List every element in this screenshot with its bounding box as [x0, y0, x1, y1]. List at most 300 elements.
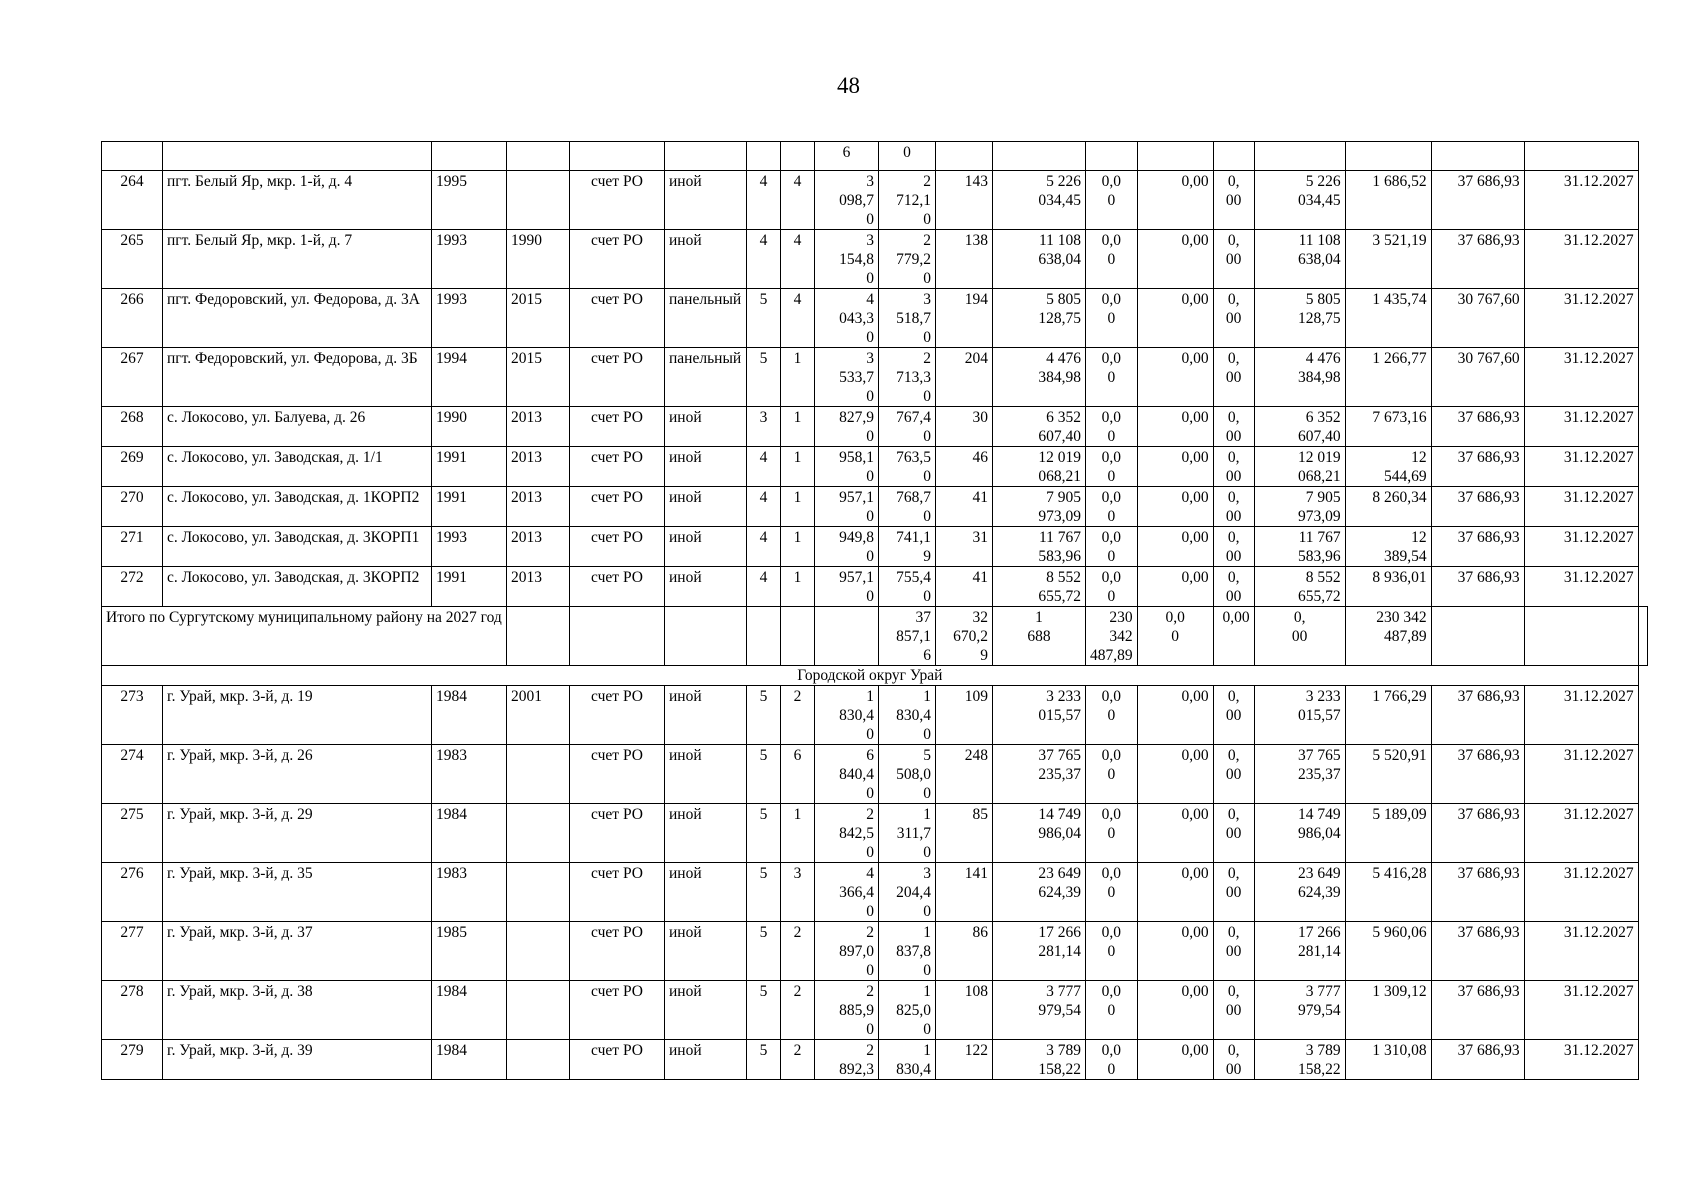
table-cell: 37 686,93: [1431, 171, 1524, 230]
table-cell: счет РО: [570, 527, 665, 567]
table-cell: 6 352 607,40: [1254, 407, 1345, 447]
table-cell: 143: [936, 171, 993, 230]
table-cell: 41: [936, 487, 993, 527]
table-cell: иной: [665, 407, 747, 447]
table-cell: 755,4 0: [879, 567, 936, 607]
table-cell: 0,00: [1137, 407, 1213, 447]
table-cell: [1137, 142, 1213, 171]
table-cell: 37 686,93: [1431, 1040, 1524, 1080]
table-cell: 3 233 015,57: [993, 686, 1086, 745]
table-cell: [507, 142, 570, 171]
table-cell: 3 204,4 0: [879, 863, 936, 922]
table-row: [102, 804, 1648, 863]
table-cell: 31.12.2027: [1524, 171, 1638, 230]
table-cell: 1 266,77: [1345, 348, 1431, 407]
table-cell: [781, 142, 815, 171]
address-cell: с. Локосово, ул. Заводская, д. 1КОРП2: [163, 487, 432, 527]
table-cell: 5 226 034,45: [993, 171, 1086, 230]
table-cell: 0,00: [1137, 348, 1213, 407]
table-cell: 827,9 0: [815, 407, 879, 447]
table-cell: 1 825,0 0: [879, 981, 936, 1040]
table-cell: 0,00: [1137, 922, 1213, 981]
table-cell: 0,00: [1137, 171, 1213, 230]
table-cell: 1993: [432, 289, 507, 348]
table-cell: 2: [781, 922, 815, 981]
table-row: [102, 407, 1648, 447]
table-cell: 1990: [432, 407, 507, 447]
section-row: [102, 666, 1648, 686]
table-cell: 4: [747, 447, 781, 487]
table-cell: иной: [665, 922, 747, 981]
table-cell: 41: [936, 567, 993, 607]
table-cell: 30 767,60: [1431, 348, 1524, 407]
table-cell: 2 713,3 0: [879, 348, 936, 407]
table-cell: 86: [936, 922, 993, 981]
table-cell: счет РО: [570, 804, 665, 863]
table-cell: 1 309,12: [1345, 981, 1431, 1040]
total-cell: 0,00: [1213, 607, 1254, 666]
table-cell: 194: [936, 289, 993, 348]
row-number-cell: 269: [102, 447, 163, 487]
table-cell: 31.12.2027: [1524, 527, 1638, 567]
total-cell: 0,0 0: [1137, 607, 1213, 666]
table-cell: 3 777 979,54: [993, 981, 1086, 1040]
table-cell: 0, 00: [1213, 745, 1254, 804]
table-cell: 17 266 281,14: [1254, 922, 1345, 981]
table-cell: 0,0 0: [1086, 863, 1138, 922]
table-cell: 138: [936, 230, 993, 289]
table-cell: 0, 00: [1213, 230, 1254, 289]
table-cell: 2 779,2 0: [879, 230, 936, 289]
table-section-uray: [102, 666, 1648, 686]
address-cell: г. Урай, мкр. 3-й, д. 29: [163, 804, 432, 863]
table-cell: 37 686,93: [1431, 922, 1524, 981]
table-row: [102, 171, 1648, 230]
table-cell: 31.12.2027: [1524, 686, 1638, 745]
table-cell: [432, 142, 507, 171]
table-cell: [507, 745, 570, 804]
table-cell: 12 019 068,21: [1254, 447, 1345, 487]
row-number-cell: 274: [102, 745, 163, 804]
table-cell: 3 789 158,22: [993, 1040, 1086, 1080]
table-cell: 1: [781, 527, 815, 567]
address-cell: с. Локосово, ул. Заводская, д. 3КОРП2: [163, 567, 432, 607]
table-total-surgut: [102, 607, 1648, 666]
table-cell: 5: [747, 289, 781, 348]
table-cell: 3 533,7 0: [815, 348, 879, 407]
table-cell: 0,0 0: [1086, 230, 1138, 289]
table-cell: иной: [665, 527, 747, 567]
table-cell: 5 508,0 0: [879, 745, 936, 804]
total-cell: [1638, 607, 1647, 666]
total-cell: [665, 607, 747, 666]
table-cell: 1: [781, 447, 815, 487]
table-cell: счет РО: [570, 567, 665, 607]
table-cell: 0, 00: [1213, 487, 1254, 527]
table-cell: 0,0 0: [1086, 289, 1138, 348]
table-cell: 4 476 384,98: [1254, 348, 1345, 407]
table-cell: [665, 142, 747, 171]
table-cell: 6 840,4 0: [815, 745, 879, 804]
table-cell: [936, 142, 993, 171]
table-cell: 4: [781, 289, 815, 348]
table-cell: 7 673,16: [1345, 407, 1431, 447]
table-cell: 1 830,4: [879, 1040, 936, 1080]
table-cell: 4: [747, 171, 781, 230]
page-number: 48: [837, 73, 860, 98]
row-number-cell: 273: [102, 686, 163, 745]
row-number-cell: 278: [102, 981, 163, 1040]
table-cell: 949,8 0: [815, 527, 879, 567]
table-cell: 46: [936, 447, 993, 487]
table-cell: 31.12.2027: [1524, 407, 1638, 447]
table-cell: 12 019 068,21: [993, 447, 1086, 487]
table-cell: 2: [781, 981, 815, 1040]
address-cell: с. Локосово, ул. Балуева, д. 26: [163, 407, 432, 447]
table-cell: 12 544,69: [1345, 447, 1431, 487]
table-cell: 2 897,0 0: [815, 922, 879, 981]
table-cell: 1: [781, 348, 815, 407]
table-cell: 5: [747, 686, 781, 745]
table-cell: 5: [747, 981, 781, 1040]
table-cell: иной: [665, 863, 747, 922]
table-cell: 0,00: [1137, 981, 1213, 1040]
address-cell: г. Урай, мкр. 3-й, д. 39: [163, 1040, 432, 1080]
table-cell: 85: [936, 804, 993, 863]
address-cell: пгт. Белый Яр, мкр. 1-й, д. 7: [163, 230, 432, 289]
table-cell: 7 905 973,09: [993, 487, 1086, 527]
table-cell: 0,00: [1137, 863, 1213, 922]
table-cell: 0,0 0: [1086, 527, 1138, 567]
total-row: [102, 607, 1648, 666]
table-cell: 108: [936, 981, 993, 1040]
table-cell: 5 520,91: [1345, 745, 1431, 804]
table-cell: 31.12.2027: [1524, 922, 1638, 981]
table-cell: 741,1 9: [879, 527, 936, 567]
table-cell: иной: [665, 686, 747, 745]
table-cell: 1991: [432, 447, 507, 487]
table-cell: 31.12.2027: [1524, 863, 1638, 922]
table-cell: 31.12.2027: [1524, 804, 1638, 863]
table-cell: 11 108 638,04: [1254, 230, 1345, 289]
address-cell: с. Локосово, ул. Заводская, д. 3КОРП1: [163, 527, 432, 567]
table-cell: 1 837,8 0: [879, 922, 936, 981]
table-cell: 0,00: [1137, 289, 1213, 348]
table-cell: 0,00: [1137, 487, 1213, 527]
table-cell: 4 476 384,98: [993, 348, 1086, 407]
table-cell: 37 686,93: [1431, 981, 1524, 1040]
table-row: [102, 745, 1648, 804]
table-cell: 122: [936, 1040, 993, 1080]
table-cell: 1 310,08: [1345, 1040, 1431, 1080]
table-cell: 1983: [432, 863, 507, 922]
table-cell: 14 749 986,04: [993, 804, 1086, 863]
table-cell: 37 686,93: [1431, 527, 1524, 567]
total-cell: 230 342 487,89: [1345, 607, 1431, 666]
row-number-cell: 276: [102, 863, 163, 922]
table-cell: 2013: [507, 487, 570, 527]
table-cell: 3 233 015,57: [1254, 686, 1345, 745]
table-cell: 4: [781, 171, 815, 230]
section-title: Городской округ Урай: [102, 666, 1639, 686]
table-cell: 2015: [507, 348, 570, 407]
table-cell: 31.12.2027: [1524, 567, 1638, 607]
table-cell: 1 686,52: [1345, 171, 1431, 230]
table-cell: 5 805 128,75: [1254, 289, 1345, 348]
table-cell: 4: [781, 230, 815, 289]
table-cell: 0, 00: [1213, 922, 1254, 981]
table-cell: 37 686,93: [1431, 407, 1524, 447]
table-cell: 0,00: [1137, 686, 1213, 745]
table-cell: панельный: [665, 348, 747, 407]
table-cell: иной: [665, 567, 747, 607]
table-cell: иной: [665, 487, 747, 527]
table-cell: 0,0 0: [1086, 447, 1138, 487]
housing-repair-table: [101, 141, 1648, 1080]
table-cell: 12 389,54: [1345, 527, 1431, 567]
table-cell: 31.12.2027: [1524, 230, 1638, 289]
table-cell: 2013: [507, 447, 570, 487]
table-cell: счет РО: [570, 348, 665, 407]
table-cell: 0,00: [1137, 1040, 1213, 1080]
table-cell: 2 712,1 0: [879, 171, 936, 230]
table-cell: 37 686,93: [1431, 745, 1524, 804]
table-cell: иной: [665, 447, 747, 487]
table-cell: 0, 00: [1213, 1040, 1254, 1080]
table-cell: 37 686,93: [1431, 686, 1524, 745]
table-cell: 11 108 638,04: [993, 230, 1086, 289]
table-cell: 0,00: [1137, 745, 1213, 804]
table-row: [102, 527, 1648, 567]
address-cell: г. Урай, мкр. 3-й, д. 19: [163, 686, 432, 745]
table-cell: 8 260,34: [1345, 487, 1431, 527]
table-cell: 6 352 607,40: [993, 407, 1086, 447]
table-cell: 1990: [507, 230, 570, 289]
table-cell: 1991: [432, 487, 507, 527]
table-row: [102, 981, 1648, 1040]
table-cell: 0,0 0: [1086, 1040, 1138, 1080]
table-cell: 3 518,7 0: [879, 289, 936, 348]
table-cell: [507, 804, 570, 863]
table-cell: 0, 00: [1213, 407, 1254, 447]
table-cell: [163, 142, 432, 171]
table-cell: [993, 142, 1086, 171]
table-cell: 1993: [432, 230, 507, 289]
table-cell: 8 552 655,72: [993, 567, 1086, 607]
table-cell: 0,0 0: [1086, 487, 1138, 527]
table-cell: 767,4 0: [879, 407, 936, 447]
total-cell: 1 688: [993, 607, 1086, 666]
table-cell: 0,0 0: [1086, 981, 1138, 1040]
total-cell: 37 857,1 6: [879, 607, 936, 666]
table-cell: 7 905 973,09: [1254, 487, 1345, 527]
table-cell: счет РО: [570, 686, 665, 745]
table-row: [102, 1040, 1648, 1080]
table-cell: 3 098,7 0: [815, 171, 879, 230]
table-cell: [1086, 142, 1138, 171]
table-cell: 0, 00: [1213, 567, 1254, 607]
table-cell: 1985: [432, 922, 507, 981]
table-cell: 30: [936, 407, 993, 447]
row-number-cell: 271: [102, 527, 163, 567]
table-cell: 1993: [432, 527, 507, 567]
table-cell: 2015: [507, 289, 570, 348]
table-cell: [102, 142, 163, 171]
table-cell: счет РО: [570, 407, 665, 447]
table-cell: панельный: [665, 289, 747, 348]
table-cell: 14 749 986,04: [1254, 804, 1345, 863]
table-row: [102, 230, 1648, 289]
table-cell: 0,0 0: [1086, 348, 1138, 407]
table-cell: [1254, 142, 1345, 171]
address-cell: пгт. Федоровский, ул. Федорова, д. 3А: [163, 289, 432, 348]
row-number-cell: 267: [102, 348, 163, 407]
table-cell: 31.12.2027: [1524, 447, 1638, 487]
total-cell: [1524, 607, 1638, 666]
table-cell: 957,1 0: [815, 567, 879, 607]
row-number-cell: 265: [102, 230, 163, 289]
table-cell: 1 311,7 0: [879, 804, 936, 863]
table-cell: 0,0 0: [1086, 745, 1138, 804]
table-cell: 31.12.2027: [1524, 348, 1638, 407]
table-cell: 0: [879, 142, 936, 171]
table-cell: 0,00: [1137, 567, 1213, 607]
table-cell: 37 686,93: [1431, 567, 1524, 607]
table-cell: счет РО: [570, 863, 665, 922]
table-cell: иной: [665, 745, 747, 804]
table-cell: 23 649 624,39: [993, 863, 1086, 922]
table-cell: 4: [747, 230, 781, 289]
total-cell: [781, 607, 815, 666]
total-cell: [815, 607, 879, 666]
table-cell: иной: [665, 230, 747, 289]
table-cell: 2013: [507, 407, 570, 447]
address-cell: пгт. Белый Яр, мкр. 1-й, д. 4: [163, 171, 432, 230]
table-cell: 763,5 0: [879, 447, 936, 487]
table-cell: 1 830,4 0: [879, 686, 936, 745]
table-cell: 5 226 034,45: [1254, 171, 1345, 230]
table-cell: счет РО: [570, 487, 665, 527]
table-cell: 4 043,3 0: [815, 289, 879, 348]
table-cell: 3 521,19: [1345, 230, 1431, 289]
address-cell: г. Урай, мкр. 3-й, д. 37: [163, 922, 432, 981]
table-cell: 0, 00: [1213, 686, 1254, 745]
table-cell: 1991: [432, 567, 507, 607]
table-cell: 0,0 0: [1086, 804, 1138, 863]
table-cell: 2 842,5 0: [815, 804, 879, 863]
table-cell: 37 765 235,37: [1254, 745, 1345, 804]
table-cell: 958,1 0: [815, 447, 879, 487]
table-cell: 2: [781, 1040, 815, 1080]
address-cell: пгт. Федоровский, ул. Федорова, д. 3Б: [163, 348, 432, 407]
table-cell: 1 766,29: [1345, 686, 1431, 745]
table-cell: 1 435,74: [1345, 289, 1431, 348]
table-cell: 3 777 979,54: [1254, 981, 1345, 1040]
table-cell: [1524, 142, 1638, 171]
table-cell: 4: [747, 487, 781, 527]
table-row: [102, 487, 1648, 527]
table-cell: 957,1 0: [815, 487, 879, 527]
table-cell: счет РО: [570, 171, 665, 230]
table-cell: счет РО: [570, 922, 665, 981]
table-cell: 0, 00: [1213, 447, 1254, 487]
table-cell: 31.12.2027: [1524, 1040, 1638, 1080]
table-cell: 0, 00: [1213, 981, 1254, 1040]
table-cell: 0,00: [1137, 230, 1213, 289]
table-cell: 37 686,93: [1431, 863, 1524, 922]
table-cell: иной: [665, 804, 747, 863]
total-cell: 0, 00: [1254, 607, 1345, 666]
row-number-cell: 275: [102, 804, 163, 863]
table-cell: счет РО: [570, 1040, 665, 1080]
table-row: [102, 686, 1648, 745]
table-cell: 31.12.2027: [1524, 745, 1638, 804]
table-cell: 0,0 0: [1086, 922, 1138, 981]
table-cell: 6: [781, 745, 815, 804]
table-cell: 37 686,93: [1431, 230, 1524, 289]
table-cell: счет РО: [570, 447, 665, 487]
table-cell: 0,00: [1137, 447, 1213, 487]
total-label: Итого по Сургутскому муниципальному району на 2027 год: [102, 607, 507, 666]
table-cell: [507, 863, 570, 922]
address-cell: г. Урай, мкр. 3-й, д. 35: [163, 863, 432, 922]
table-cell: 1995: [432, 171, 507, 230]
table-row: [102, 289, 1648, 348]
table-cell: 4 366,4 0: [815, 863, 879, 922]
row-number-cell: 279: [102, 1040, 163, 1080]
table-cell: 8 552 655,72: [1254, 567, 1345, 607]
row-number-cell: 268: [102, 407, 163, 447]
table-cell: счет РО: [570, 289, 665, 348]
total-cell: 230 342 487,89: [1086, 607, 1138, 666]
table-row: [102, 447, 1648, 487]
table-cell: 1: [781, 407, 815, 447]
table-cell: [1431, 142, 1524, 171]
table-cell: 0, 00: [1213, 289, 1254, 348]
table-cell: 5 960,06: [1345, 922, 1431, 981]
table-row: [102, 567, 1648, 607]
table-cell: 11 767 583,96: [993, 527, 1086, 567]
table-cell: [1345, 142, 1431, 171]
table-cell: 2013: [507, 527, 570, 567]
table-cell: 4: [747, 567, 781, 607]
table-cell: 1983: [432, 745, 507, 804]
table-cell: 3 154,8 0: [815, 230, 879, 289]
table-cell: 17 266 281,14: [993, 922, 1086, 981]
table-cell: 2013: [507, 567, 570, 607]
table-cell: 31.12.2027: [1524, 981, 1638, 1040]
total-cell: [507, 607, 570, 666]
table-cell: 0,0 0: [1086, 171, 1138, 230]
table-cell: 31: [936, 527, 993, 567]
table-cell: 1984: [432, 686, 507, 745]
table-cell: 1: [781, 804, 815, 863]
table-cell: [507, 171, 570, 230]
table-cell: счет РО: [570, 981, 665, 1040]
table-row: [102, 863, 1648, 922]
table-cell: 1994: [432, 348, 507, 407]
row-number-cell: 264: [102, 171, 163, 230]
address-cell: г. Урай, мкр. 3-й, д. 26: [163, 745, 432, 804]
table-cell: 1984: [432, 804, 507, 863]
table-cell: 2: [781, 686, 815, 745]
table-cell: счет РО: [570, 745, 665, 804]
table-cell: [1213, 142, 1254, 171]
table-cell: [507, 1040, 570, 1080]
table-cell: 3: [747, 407, 781, 447]
table-cell: 5 416,28: [1345, 863, 1431, 922]
table-cell: 0,00: [1137, 804, 1213, 863]
